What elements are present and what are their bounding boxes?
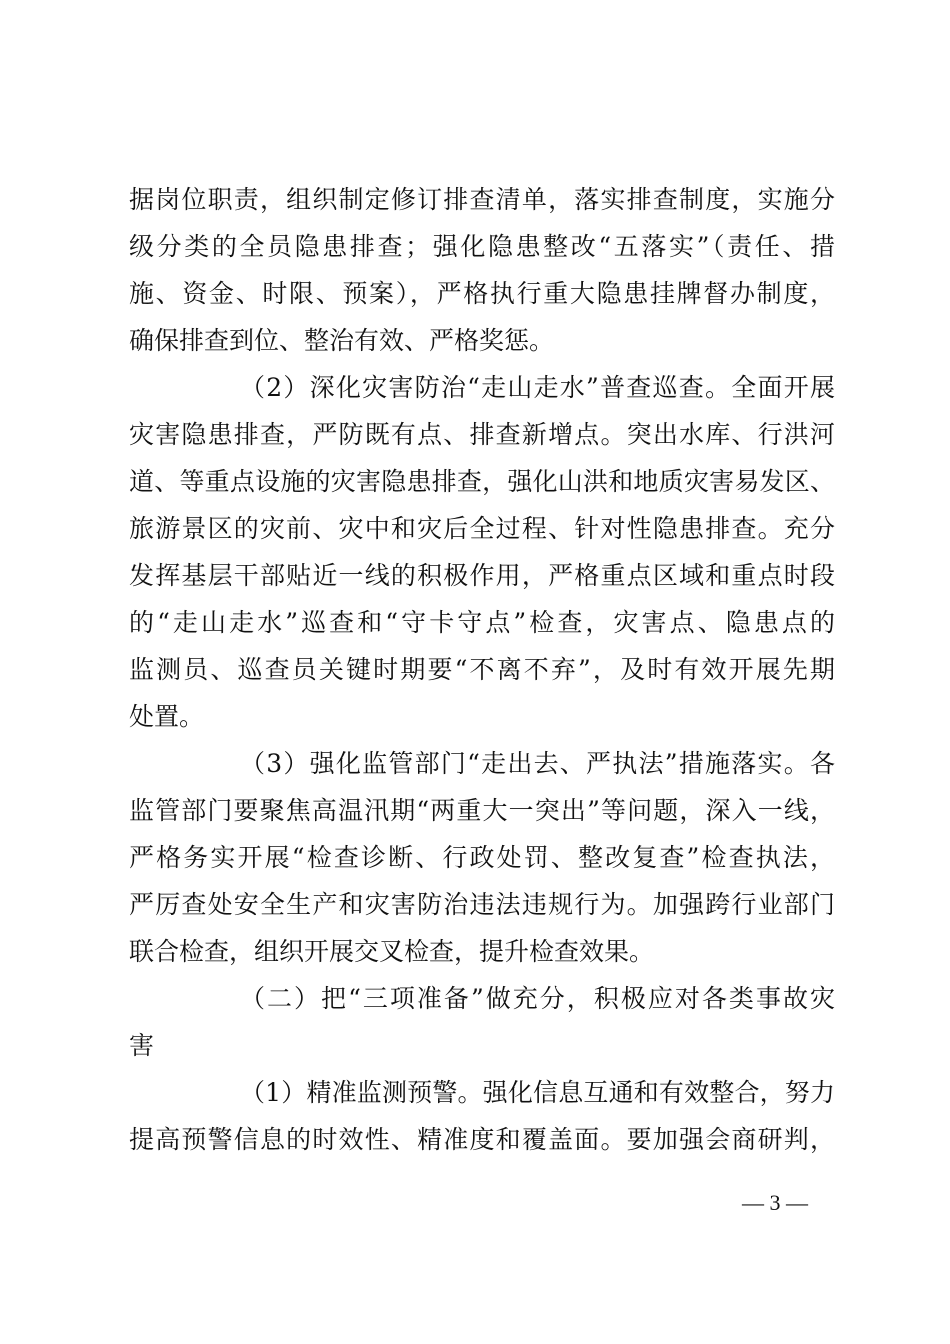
text-line: 处置。 bbox=[129, 702, 205, 731]
text-line: （3）强化监管部门“走出去、严执法”措施落实。各 bbox=[240, 749, 835, 778]
text-line: （2）深化灾害防治“走山走水”普查巡查。全面开展 bbox=[240, 373, 835, 402]
text-line: 害 bbox=[129, 1031, 155, 1060]
text-line: 严厉查处安全生产和灾害防治违法违规行为。加强跨行业部门 bbox=[129, 890, 835, 919]
text-line: 监管部门要聚焦高温汛期“两重大一突出”等问题，深入一线， bbox=[129, 796, 835, 825]
text-line: 发挥基层干部贴近一线的积极作用，严格重点区域和重点时段 bbox=[129, 561, 835, 590]
document-body bbox=[129, 176, 835, 1163]
text-line: 监测员、巡查员关键时期要“不离不弃”，及时有效开展先期 bbox=[129, 655, 835, 684]
paragraph-3 bbox=[129, 740, 835, 975]
text-line: 旅游景区的灾前、灾中和灾后全过程、针对性隐患排查。充分 bbox=[129, 514, 835, 543]
text-line: 严格务实开展“检查诊断、行政处罚、整改复查”检查执法， bbox=[129, 843, 835, 872]
text-line: 的“走山走水”巡查和“守卡守点”检查，灾害点、隐患点的 bbox=[129, 608, 835, 637]
text-line: （1）精准监测预警。强化信息互通和有效整合，努力 bbox=[240, 1078, 835, 1107]
text-line: 确保排查到位、整治有效、严格奖惩。 bbox=[129, 326, 555, 355]
text-line: 提高预警信息的时效性、精准度和覆盖面。要加强会商研判， bbox=[129, 1125, 835, 1154]
text-line: 灾害隐患排查，严防既有点、排查新增点。突出水库、行洪河 bbox=[129, 420, 835, 449]
text-line: 据岗位职责，组织制定修订排查清单，落实排查制度，实施分 bbox=[129, 185, 835, 214]
text-line: 道、等重点设施的灾害隐患排查，强化山洪和地质灾害易发区、 bbox=[129, 467, 835, 496]
text-line: 联合检查，组织开展交叉检查，提升检查效果。 bbox=[129, 937, 655, 966]
text-line: （二）把“三项准备”做充分，积极应对各类事故灾 bbox=[240, 984, 835, 1013]
text-line: 级分类的全员隐患排查；强化隐患整改“五落实”（责任、措 bbox=[129, 232, 835, 261]
paragraph-2 bbox=[129, 364, 835, 740]
paragraph-5 bbox=[129, 1069, 835, 1163]
paragraph-1 bbox=[129, 176, 835, 364]
text-line: 施、资金、时限、预案），严格执行重大隐患挂牌督办制度， bbox=[129, 279, 835, 308]
page-number: — 3 — bbox=[742, 1190, 808, 1215]
section-heading bbox=[129, 975, 835, 1069]
